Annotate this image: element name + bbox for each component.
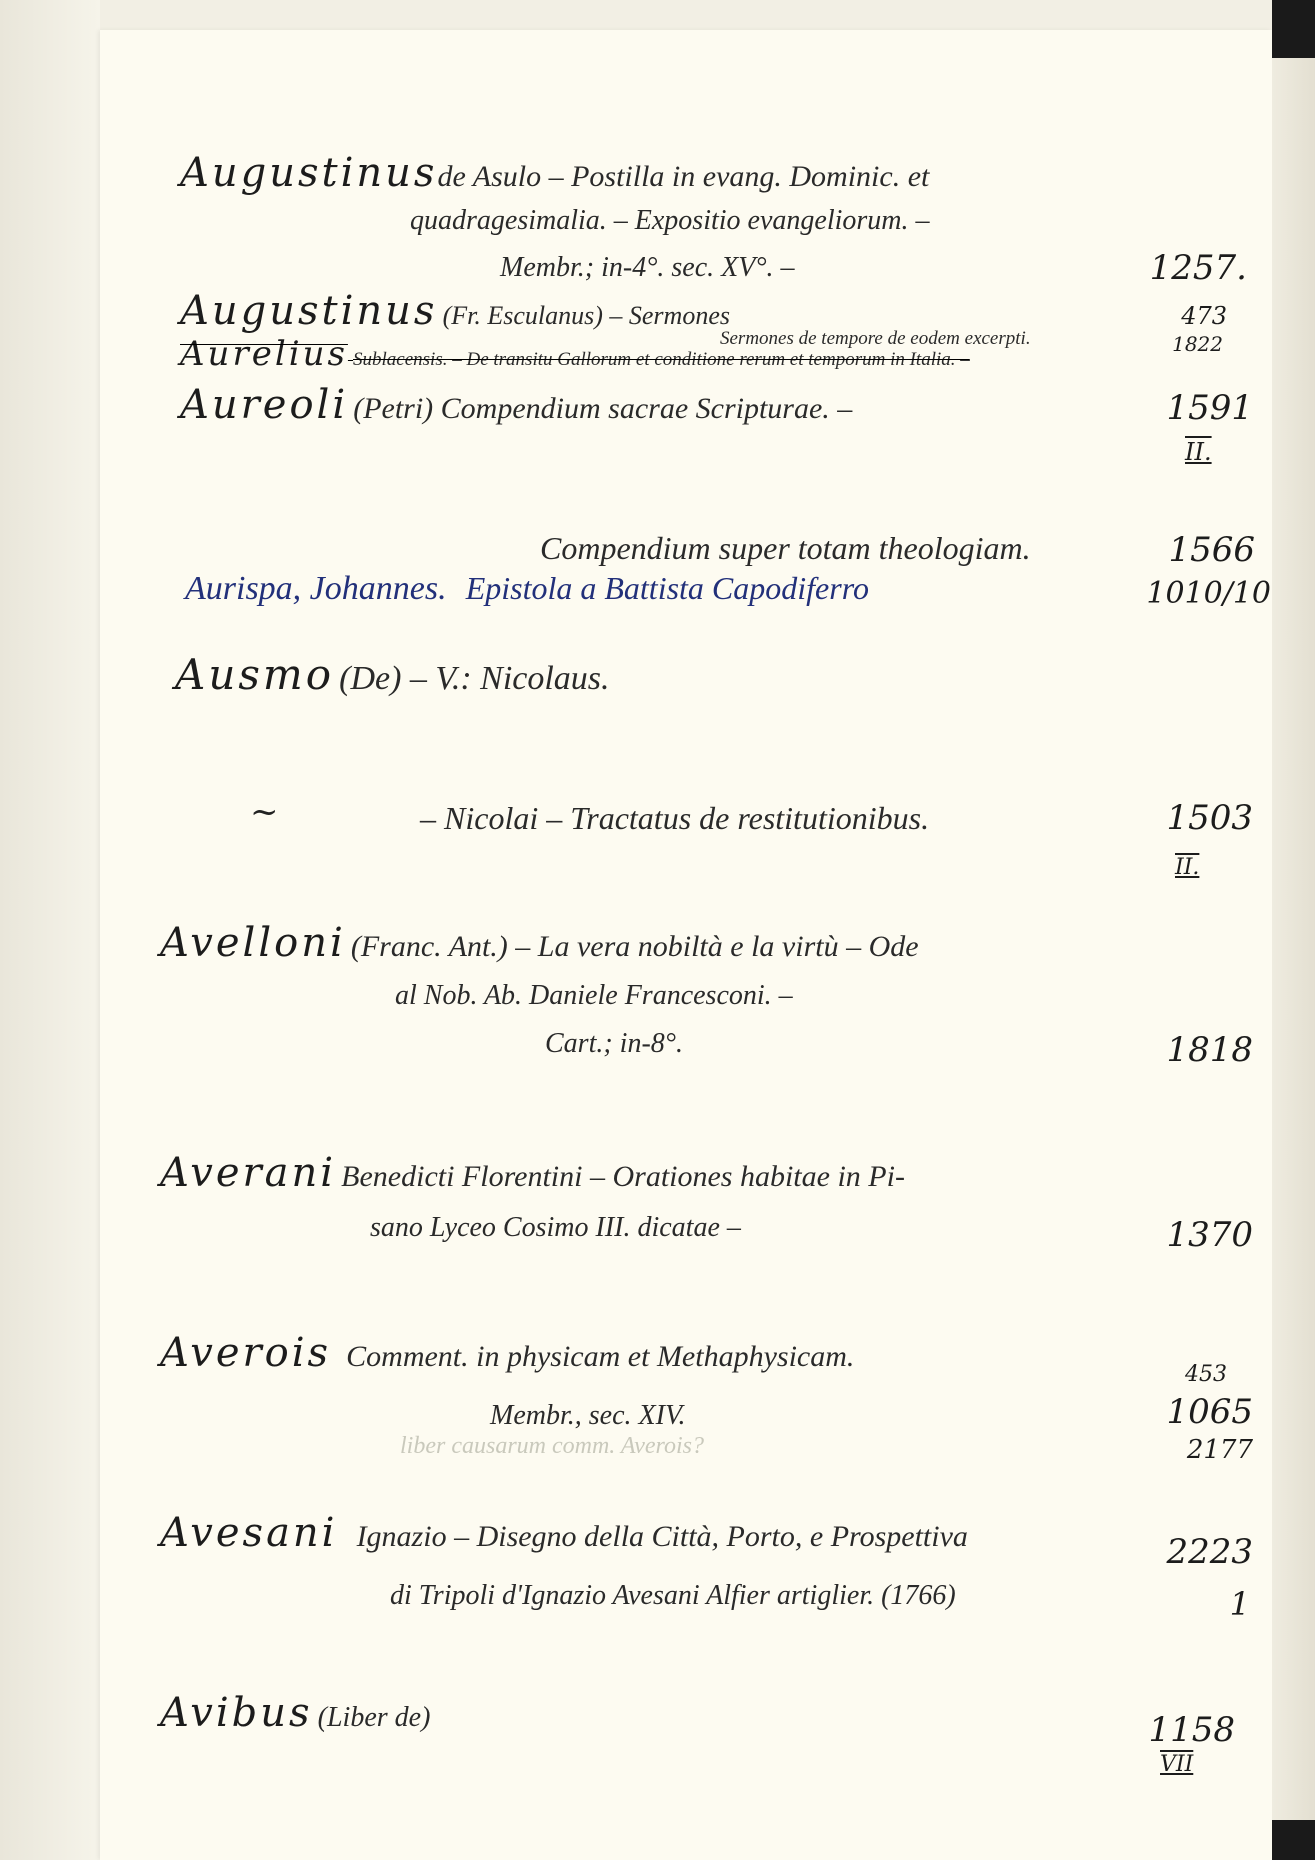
entry-text-line: di Tripoli d'Ignazio Avesani Alfier artiglier. (1766)	[390, 1580, 956, 1611]
catalogue-entry: – Nicolai – Tractatus de restitutionibus.	[420, 800, 930, 836]
entry-text: Benedicti Florentini – Orationes habitae in Pi-	[341, 1160, 905, 1193]
shelfmark: 1822	[1172, 332, 1223, 356]
volume-number: VII	[1160, 1752, 1194, 1777]
entry-text: Sublacensis. – De transitu Gallorum et conditione rerum et temporum in Italia. –	[353, 349, 970, 370]
shelfmark: 473	[1181, 302, 1227, 330]
pencil-note: liber causarum comm. Averois?	[400, 1433, 704, 1459]
volume-number: II.	[1185, 438, 1212, 466]
entry-heading: Aureoli	[180, 382, 349, 428]
catalogue-entry	[160, 1690, 430, 1736]
shelfmark: 1	[1229, 1585, 1250, 1623]
shelfmark: 1257.	[1149, 248, 1247, 288]
binding-edge-top	[1272, 0, 1315, 58]
page-gutter	[0, 0, 100, 1860]
entry-heading: Augustinus	[180, 288, 438, 334]
catalogue-entry	[160, 920, 919, 966]
shelfmark: 2223	[1166, 1532, 1253, 1572]
entry-text-line: Membr., sec. XIV.	[490, 1400, 686, 1431]
binding-edge-bottom	[1272, 1820, 1315, 1860]
entry-text: de Asulo – Postilla in evang. Dominic. et	[437, 160, 930, 193]
entry-text-line: sano Lyceo Cosimo III. dicatae –	[370, 1212, 741, 1243]
entry-text: Ignazio – Disegno della Città, Porto, e Prospettiva	[356, 1520, 968, 1553]
shelfmark: 1065	[1166, 1392, 1253, 1432]
entry-text: Epistola a Battista Capodiferro	[465, 570, 869, 606]
entry-heading: Avibus	[160, 1690, 313, 1736]
entry-heading: Averani	[160, 1150, 337, 1196]
entry-text: Comment. in physicam et Methaphysicam.	[346, 1340, 855, 1373]
catalogue-entry	[160, 1150, 905, 1196]
entry-text: (Fr. Esculanus) – Sermones	[442, 301, 730, 330]
shelfmark: 1591	[1166, 388, 1253, 428]
entry-text: (De) – V.: Nicolaus.	[339, 660, 610, 697]
shelfmark-pencil: 2177	[1186, 1435, 1253, 1465]
volume-number: II.	[1175, 855, 1200, 880]
entry-text-line: Membr.; in-4°. sec. XV°. –	[500, 252, 795, 283]
entry-heading: Averois	[160, 1330, 332, 1376]
catalogue-entry	[175, 650, 610, 699]
entry-text-line: quadragesimalia. – Expositio evangeliorum. –	[410, 205, 930, 236]
catalogue-entry: Compendium super totam theologiam.	[540, 530, 1031, 566]
catalogue-entry	[180, 334, 970, 374]
catalogue-entry	[180, 150, 929, 196]
entry-text: (Petri) Compendium sacrae Scripturae. –	[353, 392, 853, 425]
catalogue-entry	[180, 382, 852, 428]
entry-text-line: al Nob. Ab. Daniele Francesconi. –	[395, 980, 793, 1011]
entry-heading: Aurelius	[180, 334, 348, 374]
entry-text: (Franc. Ant.) – La vera nobiltà e la virtù – Ode	[350, 930, 919, 963]
shelfmark: 1503	[1166, 798, 1253, 838]
catalogue-entry	[160, 1510, 968, 1556]
shelfmark: 1370	[1166, 1215, 1253, 1255]
shelfmark: 1010/10	[1146, 576, 1271, 611]
catalogue-entry	[185, 570, 869, 608]
entry-text-line: Cart.; in-8°.	[545, 1028, 683, 1059]
catalogue-entry	[160, 1330, 854, 1376]
shelfmark-pencil: 453	[1185, 1362, 1227, 1387]
shelfmark: 1158	[1148, 1710, 1235, 1750]
entry-heading: Ausmo	[175, 650, 335, 699]
shelfmark: 1818	[1166, 1030, 1253, 1070]
entry-heading: Augustinus	[180, 150, 438, 196]
entry-heading: Avelloni	[160, 920, 346, 966]
shelfmark: 1566	[1168, 530, 1255, 570]
entry-heading: Aurispa, Johannes.	[185, 570, 447, 607]
binding-edge	[1272, 58, 1315, 1860]
entry-text: (Liber de)	[317, 1702, 431, 1733]
entry-text-line: Sermones de tempore de eodem excerpti.	[720, 328, 1031, 349]
ditto-mark: ~	[250, 792, 279, 832]
entry-heading: Avesani	[160, 1510, 338, 1556]
catalogue-entry	[180, 288, 730, 334]
